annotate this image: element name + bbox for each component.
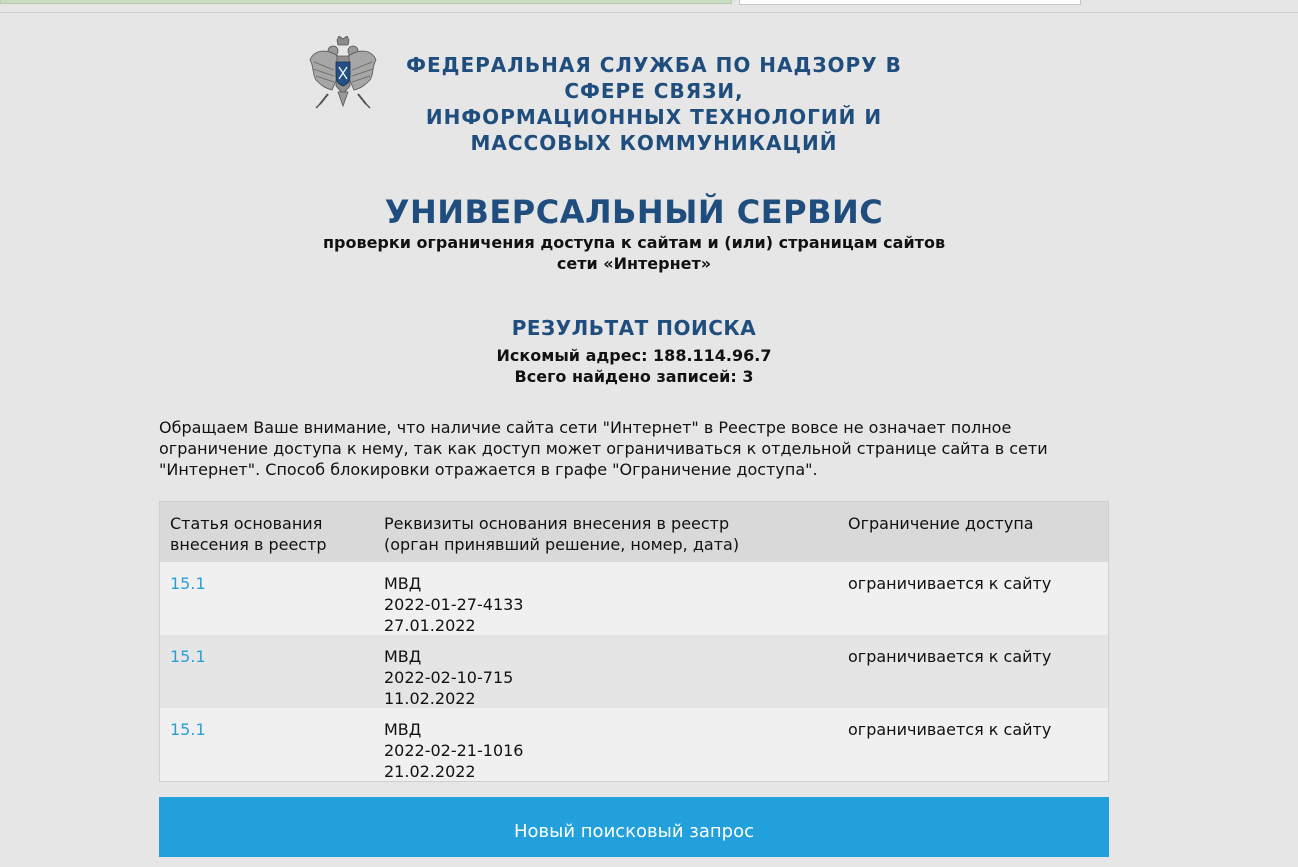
article-link[interactable]: 15.1 xyxy=(170,574,206,593)
browser-topbar xyxy=(0,0,1298,13)
header-restriction: Ограничение доступа xyxy=(848,514,1034,533)
basis-cell xyxy=(374,646,838,708)
records-count: Всего найдено записей: 3 xyxy=(514,367,754,386)
service-subtitle-line2: сети «Интернет» xyxy=(556,254,712,273)
results-table xyxy=(159,501,1109,782)
article-link[interactable]: 15.1 xyxy=(170,720,206,739)
authority: МВД xyxy=(384,647,422,666)
decision-date: 21.02.2022 xyxy=(384,762,476,781)
restriction-cell: ограничивается к сайту xyxy=(848,647,1052,666)
header-article-line1: Статья основания xyxy=(170,514,323,533)
decision-number: 2022-02-21-1016 xyxy=(384,741,524,760)
address-bar-fragment[interactable] xyxy=(739,0,1081,5)
article-link[interactable]: 15.1 xyxy=(170,647,206,666)
basis-cell xyxy=(374,573,838,635)
service-subtitle xyxy=(0,232,1268,274)
coat-of-arms-icon xyxy=(308,36,378,110)
decision-date: 27.01.2022 xyxy=(384,616,476,635)
authority: МВД xyxy=(384,720,422,739)
organization-title-line2: ИНФОРМАЦИОННЫХ ТЕХНОЛОГИЙ И МАССОВЫХ КОММУНИКАЦИЙ xyxy=(425,105,883,155)
basis-cell xyxy=(374,719,838,781)
service-title: УНИВЕРСАЛЬНЫЙ СЕРВИС xyxy=(384,193,884,231)
restriction-cell: ограничивается к сайту xyxy=(848,574,1052,593)
table-row xyxy=(160,708,1108,781)
service-subtitle-line1: проверки ограничения доступа к сайтам и (или) страницам сайтов xyxy=(322,233,946,252)
page-load-progress xyxy=(0,0,732,4)
decision-number: 2022-01-27-4133 xyxy=(384,595,524,614)
organization-title xyxy=(370,52,938,156)
table-row xyxy=(160,562,1108,635)
result-title: РЕЗУЛЬТАТ ПОИСКА xyxy=(511,316,757,340)
result-meta xyxy=(0,345,1268,387)
table-header-row xyxy=(160,502,1108,562)
header-basis-line2: (орган принявший решение, номер, дата) xyxy=(384,535,740,554)
header-basis xyxy=(374,513,838,562)
restriction-cell: ограничивается к сайту xyxy=(848,720,1052,739)
page-header xyxy=(300,34,968,164)
notice-text: Обращаем Ваше внимание, что наличие сайта сети "Интернет" в Реестре вовсе не означает полное ограничение доступа к нему, так как доступ может ограничиваться к отдельной странице сайта в сети "Интернет". Способ блокировки отражается в графе "Ограничение доступа". xyxy=(159,418,1048,479)
decision-date: 11.02.2022 xyxy=(384,689,476,708)
new-search-button[interactable]: Новый поисковый запрос xyxy=(159,797,1109,857)
header-basis-line1: Реквизиты основания внесения в реестр xyxy=(384,514,730,533)
header-article xyxy=(160,513,374,562)
decision-number: 2022-02-10-715 xyxy=(384,668,514,687)
organization-title-line1: ФЕДЕРАЛЬНАЯ СЛУЖБА ПО НАДЗОРУ В СФЕРЕ СВЯЗИ, xyxy=(406,53,902,103)
searched-address: Искомый адрес: 188.114.96.7 xyxy=(496,346,772,365)
authority: МВД xyxy=(384,574,422,593)
table-row xyxy=(160,635,1108,708)
header-article-line2: внесения в реестр xyxy=(170,535,327,554)
